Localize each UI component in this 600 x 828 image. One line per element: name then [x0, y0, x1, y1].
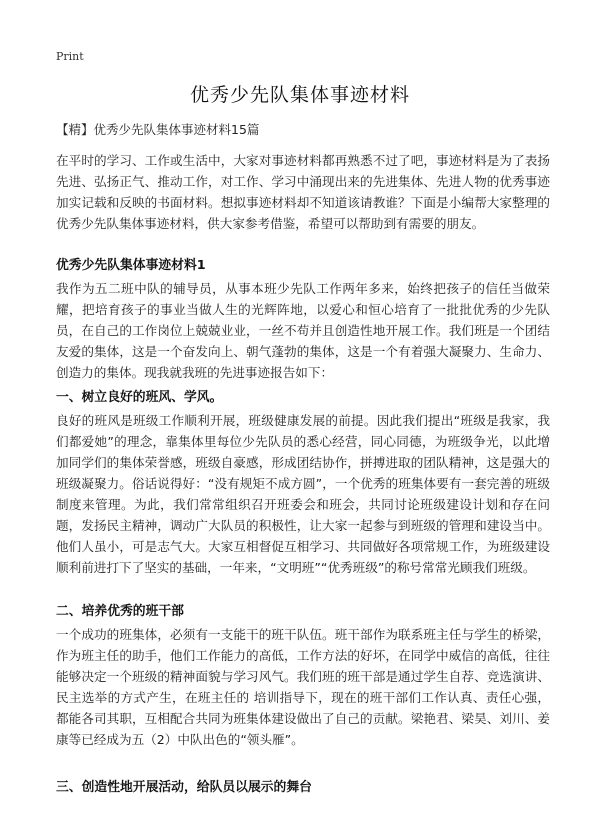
heading-3: 三、创造性地开展活动，给队员以展示的舞台	[56, 780, 312, 795]
paragraph-1: 良好的班风是班级工作顺利开展，班级健康发展的前提。因此我们提出“班级是我家，我们都爱她”的理念，靠集体里每位少先队员的悉心经营，同心同德，为班级争光，以此增加同学们的集体荣誉感，班级自豪感，形成团结协作，拼搏进取的团队精神，这是强大的班级凝聚力。俗话说得好：“没有规矩不成方圆”，一个优秀的班集体要有一套完善的班级制度来管理。为此，我们常常组织召开班委会和班会，共同讨论班级建设计划和存在问题，发扬民主精神，调动广大队员的积极性，让大家一起参与到班级的管理和建设当中。他们人虽小，可是志气大。大家互相督促互相学习、共同做好各项常规工作，为班级建设顺利前进打下了坚实的基础，一年来，“文明班”“优秀班级”的称号常常光顾我们班级。	[56, 413, 550, 575]
intro-paragraph: 在平时的学习、工作或生活中，大家对事迹材料都再熟悉不过了吧，事迹材料是为了表扬先进、弘扬正气、推动工作，对工作、学习中涌现出来的先进集体、先进人物的优秀事迹加实记载和反映的书面材料。想拟事迹材料却不知道该请教谁？下面是小编帮大家整理的优秀少先队集体事迹材料，供大家参考借鉴，希望可以帮助到有需要的朋友。	[56, 153, 550, 231]
print-label: Print	[56, 50, 84, 63]
heading-2: 二、培养优秀的班干部	[56, 604, 184, 619]
section-title: 优秀少先队集体事迹材料1	[56, 258, 206, 273]
page-title: 优秀少先队集体事迹材料	[189, 84, 410, 106]
heading-1: 一、树立良好的班风、学风。	[56, 390, 223, 405]
document-subtitle: 【精】优秀少先队集体事迹材料15篇	[56, 122, 260, 137]
section-paragraph: 我作为五二班中队的辅导员，从事本班少先队工作两年多来，始终把孩子的信任当做荣耀，把培育孩子的事业当做人生的光辉阵地，以爱心和恒心培育了一批批优秀的少先队员，在自己的工作岗位上兢兢业业，一丝不苟并且创造性地开展工作。我们班是一个团结友爱的集体，这是一个奋发向上、朝气蓬勃的集体，这是一个有着强大凝聚力、生命力、创造力的集体。现我就我班的先进事迹报告如下：	[56, 281, 550, 380]
paragraph-2: 一个成功的班集体，必须有一支能干的班干队伍。班干部作为联系班主任与学生的桥梁，作为班主任的助手，他们工作能力的高低，工作方法的好坏，在同学中威信的高低，往往能够决定一个班级的精神面貌与学习风气。我们班的班干部是通过学生自荐、竞选演讲、民主选举的方式产生，在班主任的 培训指导下，现在的班干部们工作认真、责任心强，都能各司其职，互相配合共同为班集体建设做出了自己的贡献。梁艳君、梁昊、刘川、姜康等已经成为五（2）中队出色的“领头雁”。	[56, 627, 550, 747]
